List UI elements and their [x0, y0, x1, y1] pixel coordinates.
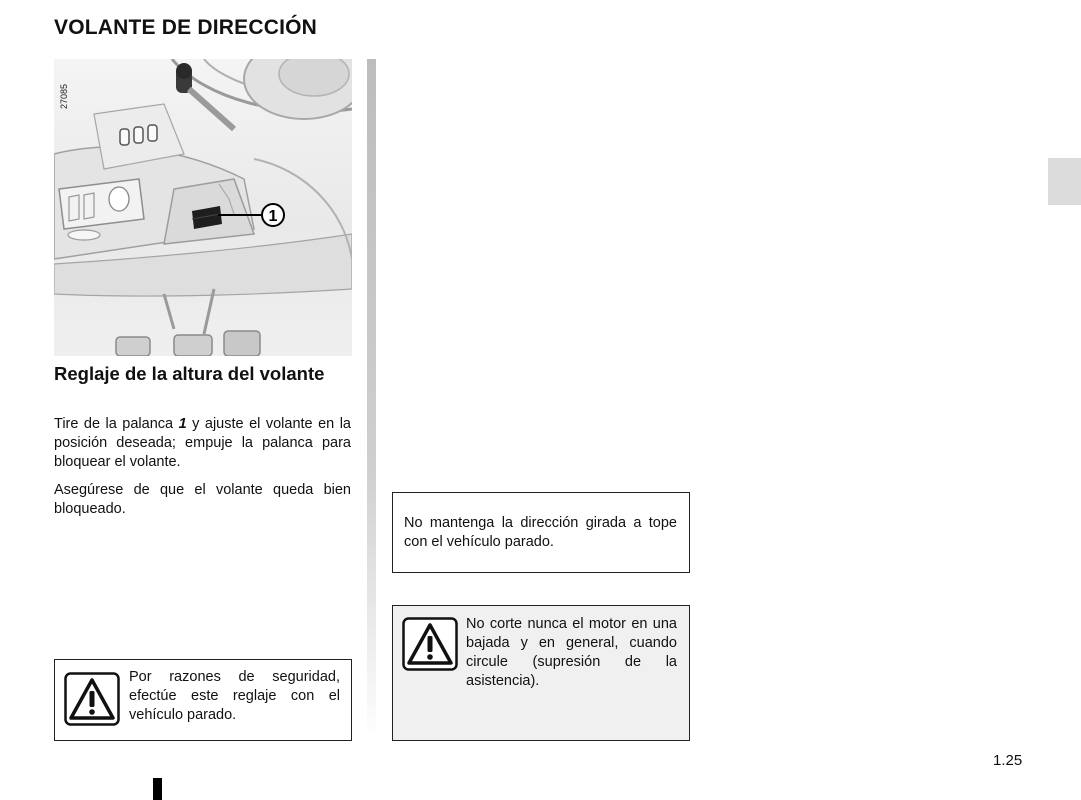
page-title: VOLANTE DE DIRECCIÓN — [54, 16, 318, 39]
paragraph-adjust-text-1: Tire de la palanca — [54, 416, 179, 432]
page-number: 1.25 — [993, 752, 1023, 769]
paragraph-locked: Asegúrese de que el volante queda bien bloqueado. — [54, 482, 351, 517]
steering-lever-illustration — [54, 59, 352, 356]
crop-mark — [153, 778, 162, 800]
warning-triangle-icon — [402, 617, 458, 671]
lever-number: 1 — [178, 416, 187, 432]
engine-note-box — [392, 605, 690, 741]
warning-triangle-icon — [64, 672, 120, 726]
steering-turned-note-text: No mantenga la dirección girada a tope con el vehículo parado. — [404, 515, 677, 550]
section-tab-marker — [1048, 158, 1081, 205]
section-subtitle: Reglaje de la altura del volante — [54, 363, 325, 384]
paragraph-adjust-text-2: y ajuste el volante en la posición deseada; empuje la palanca para bloquear el volante. — [54, 416, 351, 470]
paragraph-adjust — [54, 415, 351, 472]
engine-note-text: No corte nunca el motor en una bajada y en general, cuando circule (supresión de la asistencia). — [466, 616, 677, 689]
figure-code: 27085 — [59, 83, 69, 109]
steering-turned-note-box — [392, 492, 690, 573]
safety-note-box — [54, 659, 352, 741]
safety-note-text: Por razones de seguridad, efectúe este reglaje con el vehículo parado. — [129, 669, 340, 723]
callout-number: 1 — [268, 208, 278, 225]
steering-column-illustration — [54, 59, 352, 356]
column-divider — [367, 59, 376, 741]
